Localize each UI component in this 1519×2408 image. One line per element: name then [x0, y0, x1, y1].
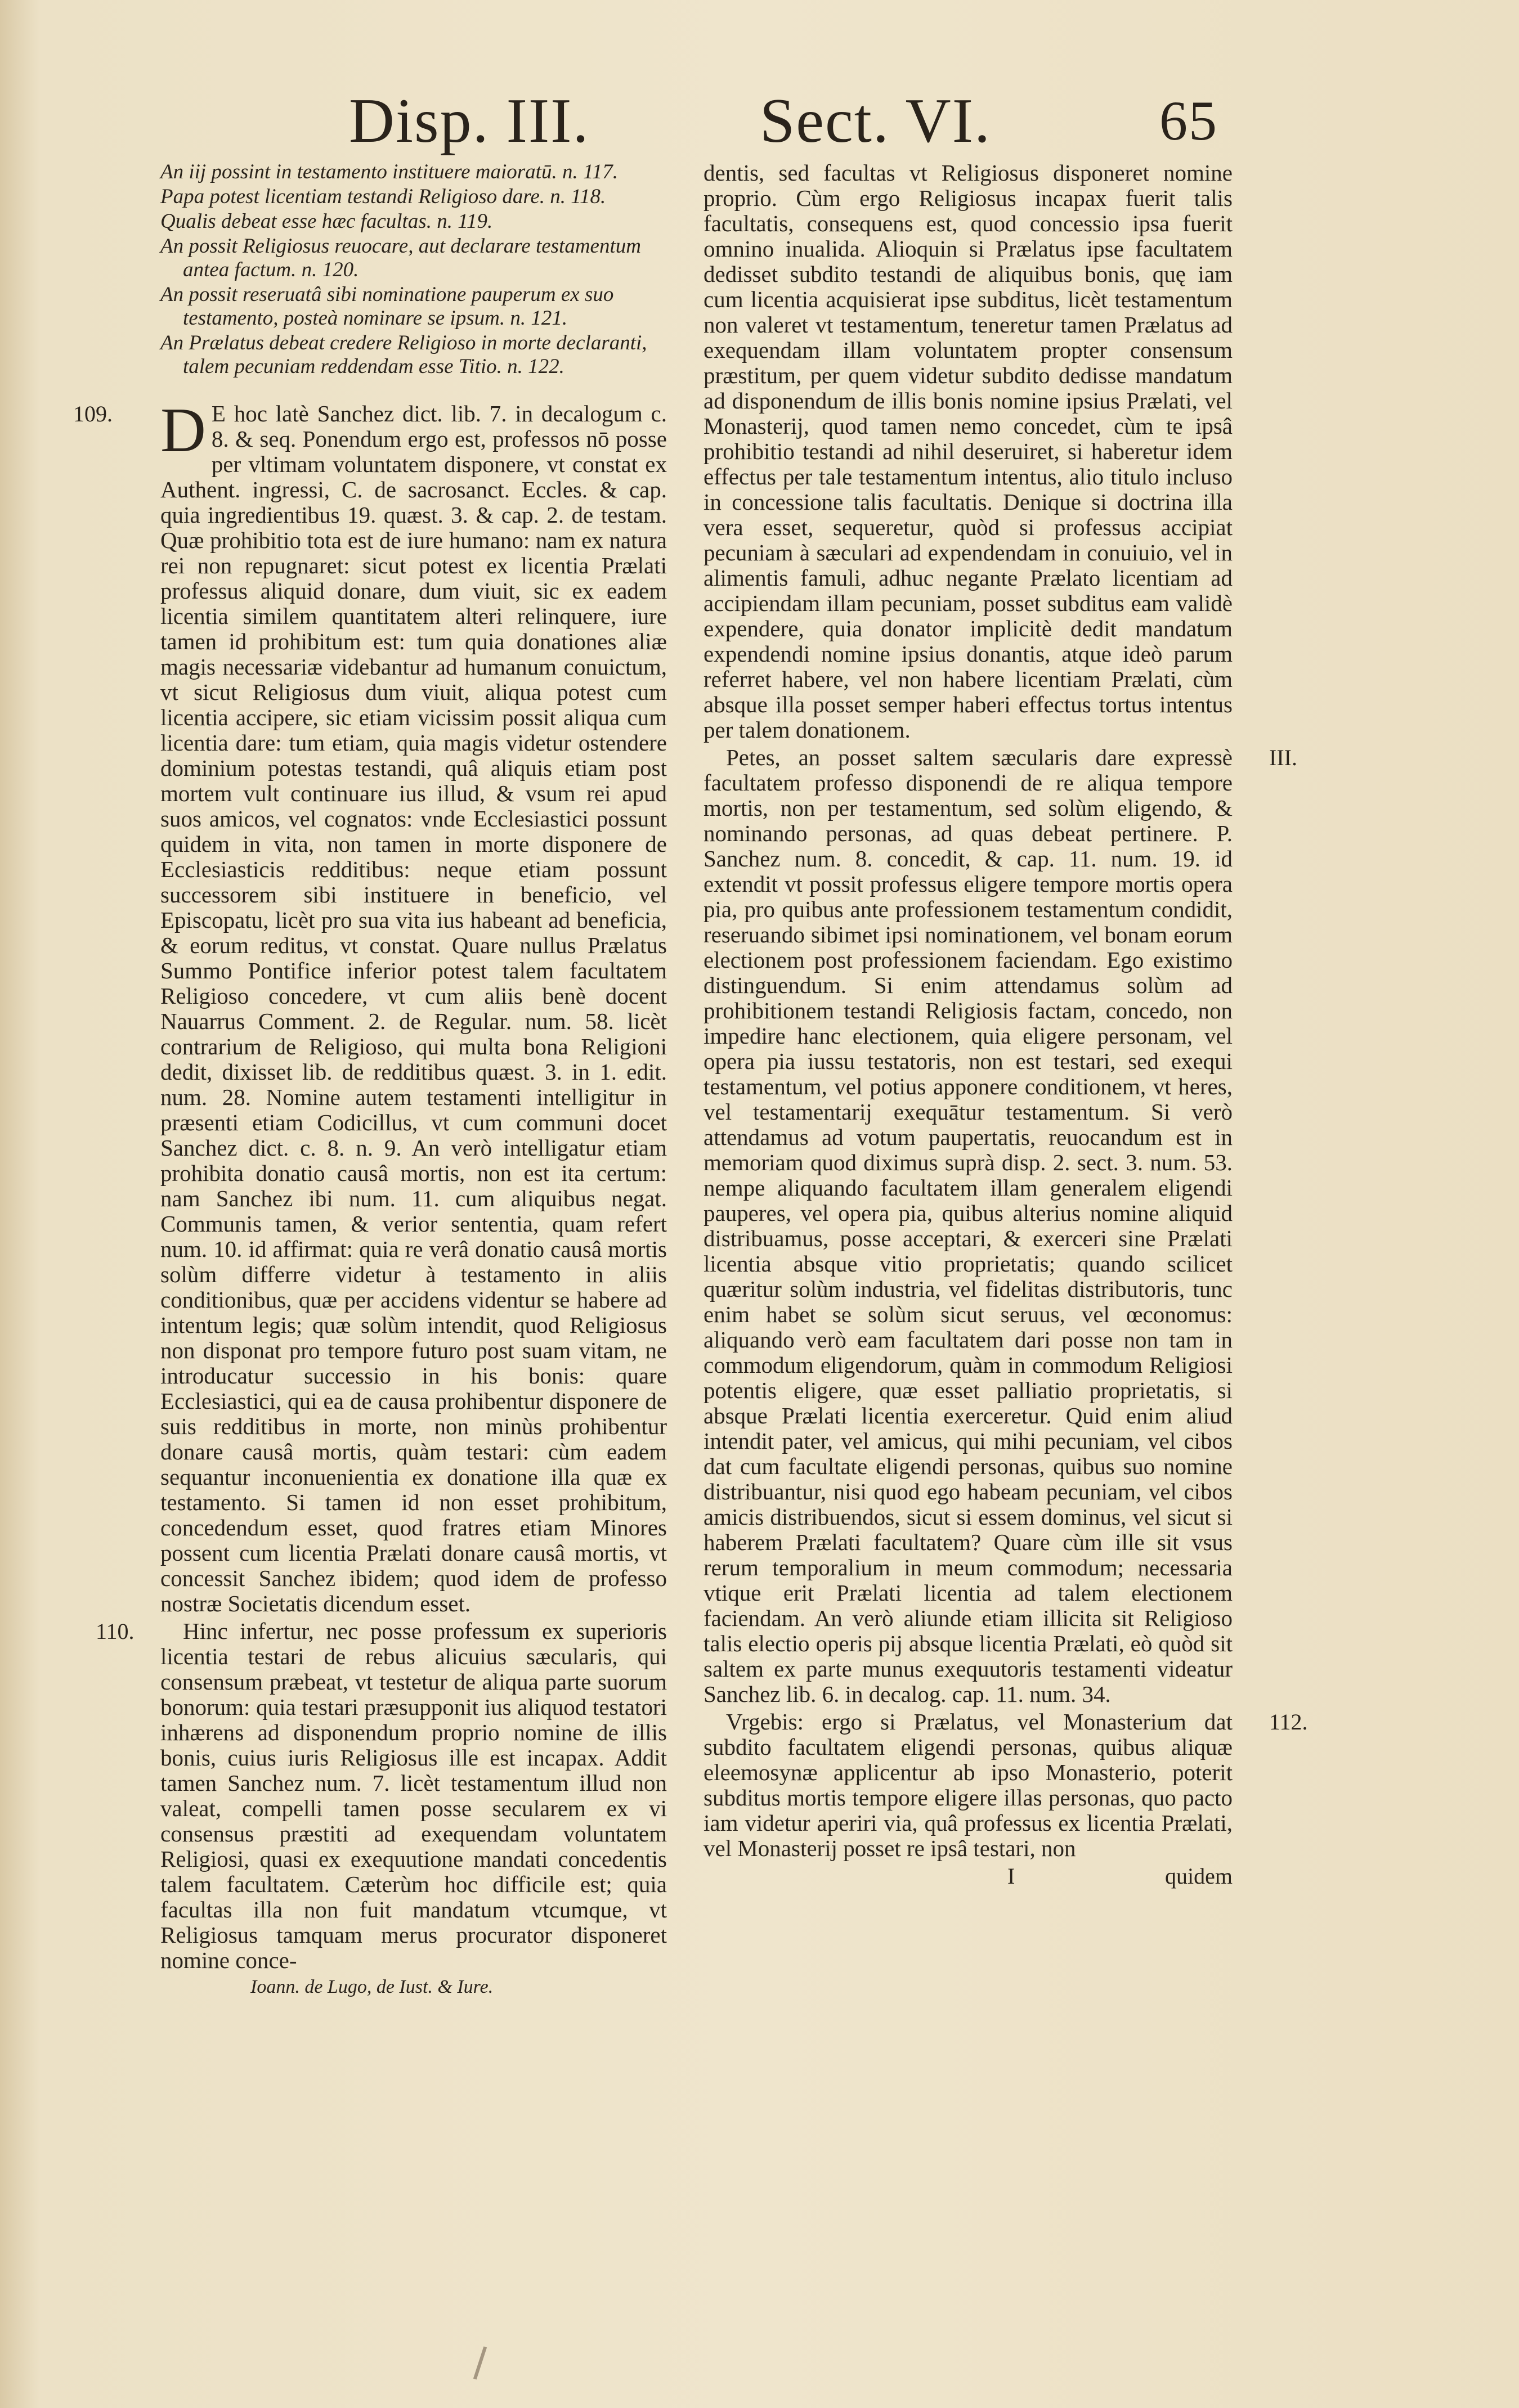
- paragraph-number: III.: [1269, 745, 1297, 770]
- signature-mark: I: [1007, 1863, 1015, 1889]
- paragraph-text: Vrgebis: ergo si Prælatus, vel Monasterium dat subdito facultatem eligendi personas, quibus aliquæ eleemosynæ applicentur ab ipso Monasterio, poterit subditus mortis tempore eligere illas personas, quo pacto iam videtur aperiri via, quâ professus ex licentia Prælati, vel Monasterij posset re ipsâ testari, non: [704, 1709, 1233, 1861]
- paragraph-number: 109.: [73, 401, 113, 426]
- paragraph-110: [96, 1618, 667, 1973]
- summary-item: Qualis debeat esse hæc facultas. n. 119.: [160, 210, 493, 233]
- author-footer: Ioann. de Lugo, de Iust. & Iure.: [250, 1976, 494, 1997]
- paragraph-continued: [704, 160, 1233, 743]
- summary-item: Papa potest licentiam testandi Religioso dare. n. 118.: [160, 185, 606, 208]
- section-summary: [160, 160, 667, 379]
- section-heading: Sect. VI.: [760, 86, 991, 156]
- running-head: [0, 84, 1519, 158]
- summary-item: An possit reseruatâ sibi nominatione pauperum ex suo testamento, posteà nominare se ipsum. n. 121.: [160, 283, 614, 330]
- catchword: quidem: [1165, 1863, 1233, 1889]
- disputation-heading: Disp. III.: [349, 86, 590, 156]
- paragraph-text: DE hoc latè Sanchez dict. lib. 7. in decalogum c. 8. & seq. Ponendum ergo est, professos nō posse per vltimam voluntatem disponere, vt constat ex Authent. ingressi, C. de sacrosanct. Eccles. & cap. quia ingredientibus 19. quæst. 3. & cap. 2. de testam. Quæ prohibitio tota est de iure humano: nam ex natura rei non repugnaret: sicut potest ex licentia Prælati professus aliquid donare, dum viuit, sic ex eadem licentia similem quantitatem alteri relinquere, iure tamen id prohibitum est: tum quia donationes aliæ magis necessariæ videbantur ad humanum conuictum, vt sicut Religiosus dum viuit, aliqua potest cum licentia accipere, sic etiam vicissim possit aliqua cum licentia dare: tum etiam, quia magis videtur ostendere dominium potestas testandi, quâ aliquis etiam post mortem vult continuare ius illud, & vsum rei apud suos amicos, vel cognatos: vnde Ecclesiastici possunt quidem in vita, non tamen in morte disponere de Ecclesiasticis redditibus: neque etiam possunt successorem sibi instituere in beneficio, vel Episcopatu, licèt pro sua vita ius habeant ad beneficia, & eorum reditus, vt constat. Quare nullus Prælatus Summo Pontifice inferior potest talem facultatem Religioso concedere, vt cum aliis benè docent Nauarrus Comment. 2. de Regular. num. 58. licèt contrarium de Religioso, qui multa bona Religioni dedit, dixisset lib. de redditibus quæst. 3. in 1. edit. num. 28. Nomine autem testamenti intelligitur in præsenti etiam Codicillus, vt cum communi docet Sanchez dict. c. 8. n. 9. An verò intelligatur etiam prohibita donatio causâ mortis, non est ita certum: nam Sanchez ibi num. 11. cum aliquibus negat. Communis tamen, & verior sententia, quam refert num. 10. id affirmat: quia re verâ donatio causâ mortis solùm differre videtur à testamento in aliis conditionibus, quæ per accidens videntur se habere ad intentum legis; quæ solùm intendit, quod Religiosus non disponat pro tempore futuro post suam vitam, ne introducatur successio in his bonis: quare Ecclesiastici, qui ea de causa prohibentur disponere de suis redditibus in morte, non minùs prohibentur donare causâ mortis, quàm testari: cùm eadem sequantur inconuenientia ex donatione illa quæ ex testamento. Si tamen id non esset prohibitum, concedendum esset, quod fratres etiam Minores possent cum licentia Prælati donare causâ mortis, vt concessit Sanchez ibidem; quod idem de professo nostræ Societatis dicendum esset.: [160, 396, 667, 1616]
- paragraph-112: [704, 1709, 1308, 1861]
- paragraph-text: Petes, an posset saltem sæcularis dare expressè facultatem professo disponendi de re aliqua tempore mortis, non per testamentum, sed solùm eligendo, & nominando personas, ad quas debeat pertinere. P. Sanchez num. 8. concedit, & cap. 11. num. 19. id extendit vt possit professus eligere tempore mortis opera pia, pro quibus ante professionem testamentum condidit, reseruando sibimet ipsi nominationem, vel bonam eorum electionem post professionem faciendam. Ego existimo distinguendum. Si enim attendamus solùm ad prohibitionem testandi Religiosis factam, concedo, non impedire hanc electionem, quia eligere personam, vel opera pia iussu testatoris, non est testari, sed exequi testamentum, vel potius apponere conditionem, vt heres, vel testamentarij exequātur testamentum. Si verò attendamus ad votum paupertatis, reuocandum est in memoriam quod diximus suprà disp. 2. sect. 3. num. 53. nempe aliquando facultatem illam generalem eligendi pauperes, vel opera pia, quibus alterius nomine aliquid distribuamus, posse acceptari, & exerceri sine Prælati licentia absque vitio proprietatis; quando scilicet quæritur solùm industria, vel fidelitas distributoris, tunc enim habet se solùm sicut seruus, vel œconomus: aliquando verò eam facultatem dari posse non tam in commodum eligendorum, quàm in commodum Religiosi potentis eligere, quæ esset palliatio proprietatis, si absque Prælati licentia exerceretur. Quid enim aliud intendit pater, vel amicus, qui mihi pecuniam, vel cibos dat cum facultate eligendi personas, quibus suo nomine distribuantur, nisi quod ego habeam pecuniam, vel cibos amicis distribuendos, sicut si essem dominus, vel sicut si haberem Prælati facultatem? Quare cùm ille sit vsus rerum temporalium in meum commodum; necessaria vtique erit Prælati licentia ad talem electionem faciendam. An verò aliunde etiam illicita sit Religioso talis electio operis pij absque licentia Prælati, eò quòd sit saltem ex parte munus exequutoris testamenti videatur Sanchez lib. 6. in decalog. cap. 11. num. 34.: [704, 744, 1233, 1707]
- right-column: [704, 160, 1308, 1889]
- paragraph-text: Hinc infertur, nec posse professum ex superioris licentia testari de rebus alicuius sæcularis, qui consensum præbeat, vt testetur de aliqua parte suorum bonorum: quia testari præsupponit ius aliquod testatori inhærens ad disponendum proprio nomine de illis bonis, cuius iuris Religiosus ille est incapax. Addit tamen Sanchez num. 7. licèt testamentum illud non valeat, compelli tamen posse secularem ex vi consensus præstiti ad exequendam voluntatem Religiosi, quasi ex exequutione mandati concedentis talem facultatem. Cæterùm hoc difficile est; quia facultas illa non fuit mandatum vtcumque, vt Religiosus tamquam merus procurator disponeret nomine conce-: [160, 1618, 667, 1973]
- summary-item: An Prælatus debeat credere Religioso in morte declaranti, talem pecuniam reddendam esse Titio. n. 122.: [160, 331, 647, 378]
- paragraph-111: [704, 744, 1297, 1707]
- left-column: [73, 160, 667, 1998]
- paragraph-text: dentis, sed facultas vt Religiosus disponeret nomine proprio. Cùm ergo Religiosus incapax fuerit talis facultatis, consequens est, quod concessio ipsa fuerit omnino inualida. Alioquin si Prælatus ipse facultatem dedisset subdito testandi de aliquibus bonis, quę iam cum licentia acquisierat ipse subditus, licèt testamentum non valeret vt testamentum, teneretur tamen Prælatus ad exequendam illam voluntatem propter consensum præstitum, per quem videtur subdito dedisse mandatum ad disponendum de illis bonis nomine ipsius Prælati, vel Monasterij, quod tamen nemo concedet, cùm te ipsâ prohibitio testandi ad nihil deseruiret, si haberetur idem effectus per tale testamentum intentus, alio titulo incluso in concessione talis facultatis. Denique si doctrina illa vera esset, sequeretur, quòd si professus accipiat pecuniam à sæculari ad expendendam in conuiuio, vel in alimentis famuli, adhuc negante Prælato licentiam ad accipiendam illam pecuniam, posset subditus eam validè expendere, quia donator implicitè dedit mandatum expendendi nomine ipsius donantis, atque ideò parum referret habere, vel non habere licentiam Prælati, cùm absque illa posset semper haberi effectus tortus intentus per talem donationem.: [704, 160, 1233, 743]
- page-footer-marks: [704, 1863, 1233, 1889]
- paragraph-number: 110.: [96, 1619, 135, 1644]
- page-number: 65: [1159, 89, 1218, 152]
- summary-item: An iij possint in testamento instituere maioratū. n. 117.: [160, 160, 618, 183]
- paragraph-109: [73, 396, 667, 1616]
- paragraph-number: 112.: [1269, 1709, 1308, 1735]
- summary-item: An possit Religiosus reuocare, aut declarare testamentum antea factum. n. 120.: [160, 235, 641, 281]
- ink-mark: [473, 2347, 487, 2380]
